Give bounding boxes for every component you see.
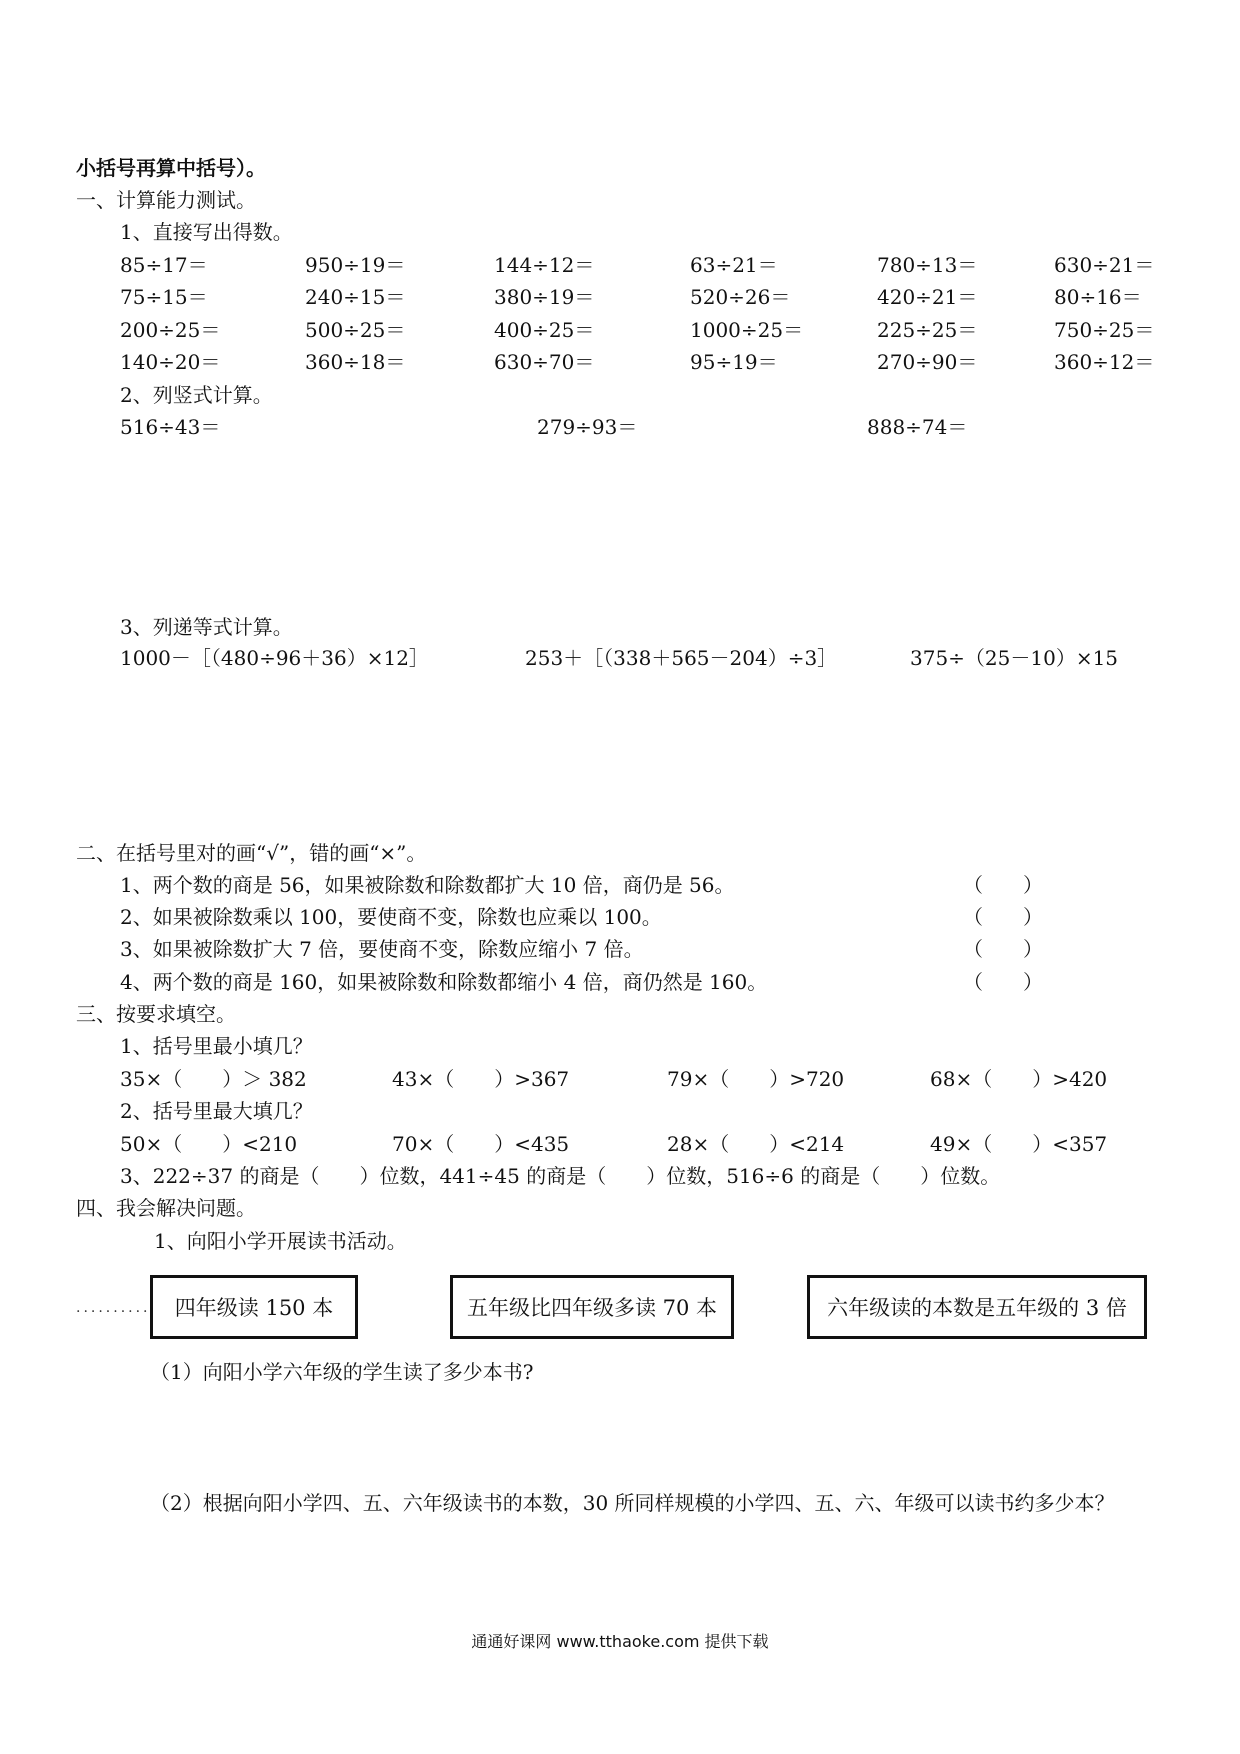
calc-item: 200÷25＝	[120, 318, 221, 342]
section3-q1-title: 1、括号里最小填几？	[120, 1034, 313, 1058]
calc-item: 780÷13＝	[877, 253, 978, 277]
section1-q2-title: 2、列竖式计算。	[120, 383, 273, 407]
calc-item: 420÷21＝	[877, 285, 978, 309]
stepwise-calc-item: 375÷（25－10）×15	[910, 646, 1119, 670]
section3-q2-title: 2、括号里最大填几？	[120, 1099, 313, 1123]
page-footer: 通通好课网 www.tthaoke.com 提供下载	[471, 1632, 769, 1651]
top-note: 小括号再算中括号）。	[76, 156, 266, 180]
calc-item: 1000÷25＝	[690, 318, 804, 342]
fill-item: 35×（ ）＞ 382	[120, 1067, 307, 1091]
info-box-text: 五年级比四年级多读 70 本	[466, 1296, 718, 1320]
info-box-text: 四年级读 150 本	[174, 1296, 334, 1320]
fill-item: 28×（ ）<214	[667, 1132, 845, 1156]
section4-title: 四、我会解决问题。	[76, 1196, 256, 1220]
calc-item: 144÷12＝	[494, 253, 595, 277]
answer-bracket[interactable]: （ ）	[963, 873, 1043, 897]
judge-item: 2、如果被除数乘以 100，要使商不变，除数也应乘以 100。	[120, 905, 662, 929]
calc-item: 380÷19＝	[494, 285, 595, 309]
decorative-dots: ..........	[76, 1300, 151, 1316]
answer-bracket[interactable]: （ ）	[963, 937, 1043, 961]
fill-item: 50×（ ）<210	[120, 1132, 298, 1156]
stepwise-calc-item: 253＋［（338＋565－204）÷3］	[525, 646, 838, 670]
calc-item: 80÷16＝	[1054, 285, 1142, 309]
calc-item: 75÷15＝	[120, 285, 208, 309]
calc-item: 500÷25＝	[305, 318, 406, 342]
calc-item: 360÷12＝	[1054, 350, 1155, 374]
calc-item: 85÷17＝	[120, 253, 208, 277]
section3-q3: 3、222÷37 的商是（ ）位数，441÷45 的商是（ ）位数，516÷6 的商是（ ）位数。	[120, 1164, 1001, 1188]
sub-question-1: （1）向阳小学六年级的学生读了多少本书?	[150, 1360, 534, 1384]
fill-item: 49×（ ）<357	[930, 1132, 1108, 1156]
stepwise-calc-item: 1000－［（480÷96＋36）×12］	[120, 646, 429, 670]
info-box-grade4	[150, 1275, 358, 1339]
calc-item: 750÷25＝	[1054, 318, 1155, 342]
info-box-grade5	[450, 1275, 734, 1339]
section2-title: 二、在括号里对的画“√”，错的画“×”。	[76, 841, 427, 865]
calc-item: 630÷70＝	[494, 350, 595, 374]
section3-title: 三、按要求填空。	[76, 1002, 236, 1026]
fill-item: 79×（ ）>720	[667, 1067, 845, 1091]
calc-item: 63÷21＝	[690, 253, 778, 277]
calc-item: 950÷19＝	[305, 253, 406, 277]
section4-q1-title: 1、向阳小学开展读书活动。	[154, 1229, 407, 1253]
judge-item: 1、两个数的商是 56，如果被除数和除数都扩大 10 倍，商仍是 56。	[120, 873, 735, 897]
calc-item: 95÷19＝	[690, 350, 778, 374]
calc-item: 240÷15＝	[305, 285, 406, 309]
section1-title: 一、计算能力测试。	[76, 188, 256, 212]
fill-item: 68×（ ）>420	[930, 1067, 1108, 1091]
vertical-calc-item: 888÷74＝	[867, 415, 968, 439]
calc-item: 360÷18＝	[305, 350, 406, 374]
calc-item: 270÷90＝	[877, 350, 978, 374]
sub-question-2: （2）根据向阳小学四、五、六年级读书的本数，30 所同样规模的小学四、五、六、年级可以读书约多少本？	[150, 1491, 1115, 1515]
vertical-calc-item: 279÷93＝	[537, 415, 638, 439]
judge-item: 3、如果被除数扩大 7 倍，要使商不变，除数应缩小 7 倍。	[120, 937, 644, 961]
calc-item: 520÷26＝	[690, 285, 791, 309]
section1-q1-title: 1、直接写出得数。	[120, 220, 293, 244]
judge-item: 4、两个数的商是 160，如果被除数和除数都缩小 4 倍，商仍然是 160。	[120, 970, 768, 994]
fill-item: 70×（ ）<435	[392, 1132, 570, 1156]
answer-bracket[interactable]: （ ）	[963, 970, 1043, 994]
section1-q3-title: 3、列递等式计算。	[120, 615, 293, 639]
calc-item: 630÷21＝	[1054, 253, 1155, 277]
calc-item: 400÷25＝	[494, 318, 595, 342]
calc-item: 225÷25＝	[877, 318, 978, 342]
fill-item: 43×（ ）>367	[392, 1067, 570, 1091]
vertical-calc-item: 516÷43＝	[120, 415, 221, 439]
answer-bracket[interactable]: （ ）	[963, 905, 1043, 929]
calc-item: 140÷20＝	[120, 350, 221, 374]
info-box-grade6	[807, 1275, 1147, 1339]
info-box-text: 六年级读的本数是五年级的 3 倍	[827, 1296, 1127, 1320]
